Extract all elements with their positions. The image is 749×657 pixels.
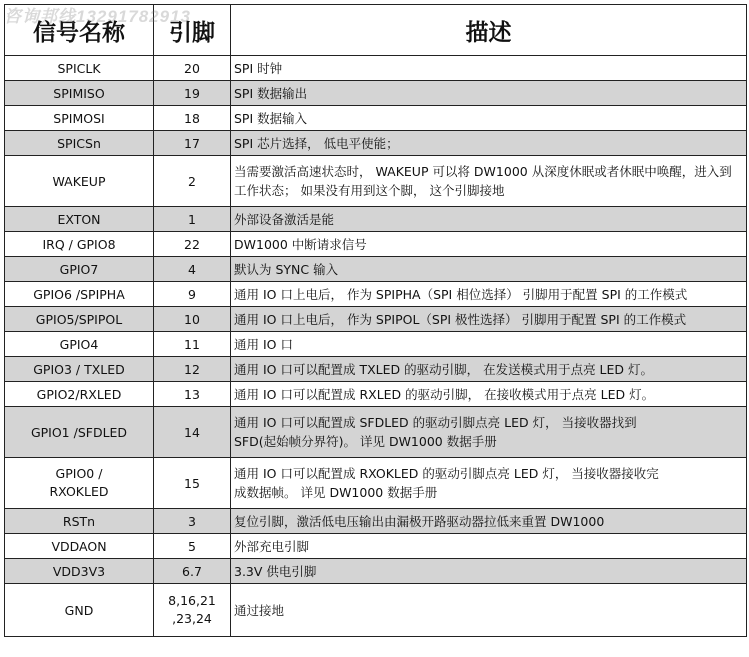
signal-name [5, 458, 154, 509]
signal-name: EXTON [5, 207, 154, 232]
signal-name: VDD3V3 [5, 559, 154, 584]
pin-number: 19 [154, 81, 231, 106]
table-row [5, 534, 747, 559]
description: 3.3V 供电引脚 [231, 559, 747, 584]
table-row [5, 257, 747, 282]
signal-name: GPIO7 [5, 257, 154, 282]
signal-name: SPICLK [5, 56, 154, 81]
table-row [5, 382, 747, 407]
description: 外部充电引脚 [231, 534, 747, 559]
signal-name: SPIMISO [5, 81, 154, 106]
description [231, 156, 747, 207]
pin-number: 11 [154, 332, 231, 357]
header-row [5, 5, 747, 56]
signal-name: SPICSn [5, 131, 154, 156]
header-pin: 引脚 [154, 5, 231, 56]
table-row [5, 131, 747, 156]
table-row [5, 156, 747, 207]
signal-name: GPIO3 / TXLED [5, 357, 154, 382]
header-signal-name: 信号名称 [5, 5, 154, 56]
description: 通用 IO 口上电后， 作为 SPIPOL（SPI 极性选择） 引脚用于配置 SPI 的工作模式 [231, 307, 747, 332]
description-line: 当需要激活高速状态时， WAKEUP 可以将 DW1000 从深度休眠或者休眠中唤醒，进入到 [234, 164, 732, 179]
signal-name: WAKEUP [5, 156, 154, 207]
pin-number: 2 [154, 156, 231, 207]
signal-name: GPIO2/RXLED [5, 382, 154, 407]
signal-name: RSTn [5, 509, 154, 534]
table-row [5, 207, 747, 232]
table-row [5, 106, 747, 131]
table-row [5, 307, 747, 332]
pin-number: 12 [154, 357, 231, 382]
description-line: 通用 IO 口可以配置成 SFDLED 的驱动引脚点亮 LED 灯， 当接收器找到 [234, 415, 637, 430]
description [231, 407, 747, 458]
description-line: 成数据帧。 详见 DW1000 数据手册 [234, 485, 438, 500]
table-row [5, 56, 747, 81]
pin-number: 9 [154, 282, 231, 307]
table-row [5, 509, 747, 534]
description-line: SFD(起始帧分界符)。 详见 DW1000 数据手册 [234, 434, 497, 449]
signal-name: SPIMOSI [5, 106, 154, 131]
table-row [5, 81, 747, 106]
header-description: 描述 [231, 5, 747, 56]
pin-number-line: 8,16,21 [168, 593, 216, 608]
pin-number: 1 [154, 207, 231, 232]
signal-name: GPIO6 /SPIPHA [5, 282, 154, 307]
pin-number: 14 [154, 407, 231, 458]
description-line: 工作状态； 如果没有用到这个脚， 这个引脚接地 [234, 183, 505, 198]
description: SPI 时钟 [231, 56, 747, 81]
description: 复位引脚，激活低电压输出由漏极开路驱动器拉低来重置 DW1000 [231, 509, 747, 534]
description: SPI 数据输出 [231, 81, 747, 106]
pin-number: 6.7 [154, 559, 231, 584]
pin-number: 15 [154, 458, 231, 509]
signal-name: IRQ / GPIO8 [5, 232, 154, 257]
table-row [5, 282, 747, 307]
description: 通用 IO 口可以配置成 RXLED 的驱动引脚， 在接收模式用于点亮 LED 灯。 [231, 382, 747, 407]
table-row [5, 232, 747, 257]
pin-number: 17 [154, 131, 231, 156]
description: SPI 芯片选择， 低电平使能； [231, 131, 747, 156]
signal-name: GPIO1 /SFDLED [5, 407, 154, 458]
signal-name: GPIO4 [5, 332, 154, 357]
pin-number: 4 [154, 257, 231, 282]
pin-number: 18 [154, 106, 231, 131]
description: SPI 数据输入 [231, 106, 747, 131]
table-row [5, 407, 747, 458]
signal-name-line: RXOKLED [49, 484, 109, 499]
table-row [5, 332, 747, 357]
table-row [5, 584, 747, 637]
description: 通用 IO 口上电后， 作为 SPIPHA（SPI 相位选择） 引脚用于配置 SPI 的工作模式 [231, 282, 747, 307]
pin-number-line: ,23,24 [172, 611, 212, 626]
table-row [5, 458, 747, 509]
description: 默认为 SYNC 输入 [231, 257, 747, 282]
description [231, 458, 747, 509]
signal-name: GPIO5/SPIPOL [5, 307, 154, 332]
watermark-text: 咨询邦线13291782913 [4, 7, 192, 26]
pin-number: 22 [154, 232, 231, 257]
description: 通用 IO 口 [231, 332, 747, 357]
pin-number: 5 [154, 534, 231, 559]
description: 通用 IO 口可以配置成 TXLED 的驱动引脚， 在发送模式用于点亮 LED 灯。 [231, 357, 747, 382]
table-row [5, 357, 747, 382]
pin-number: 10 [154, 307, 231, 332]
signal-pin-table [4, 4, 747, 637]
signal-name: VDDAON [5, 534, 154, 559]
pin-number: 13 [154, 382, 231, 407]
pin-number: 3 [154, 509, 231, 534]
signal-name-line: GPIO0 / [55, 466, 103, 481]
signal-name: GND [5, 584, 154, 637]
description-line: 通用 IO 口可以配置成 RXOKLED 的驱动引脚点亮 LED 灯， 当接收器接收完 [234, 466, 659, 481]
pin-number [154, 584, 231, 637]
description: 通过接地 [231, 584, 747, 637]
description: 外部设备激活是能 [231, 207, 747, 232]
description: DW1000 中断请求信号 [231, 232, 747, 257]
pin-number: 20 [154, 56, 231, 81]
table-row [5, 559, 747, 584]
